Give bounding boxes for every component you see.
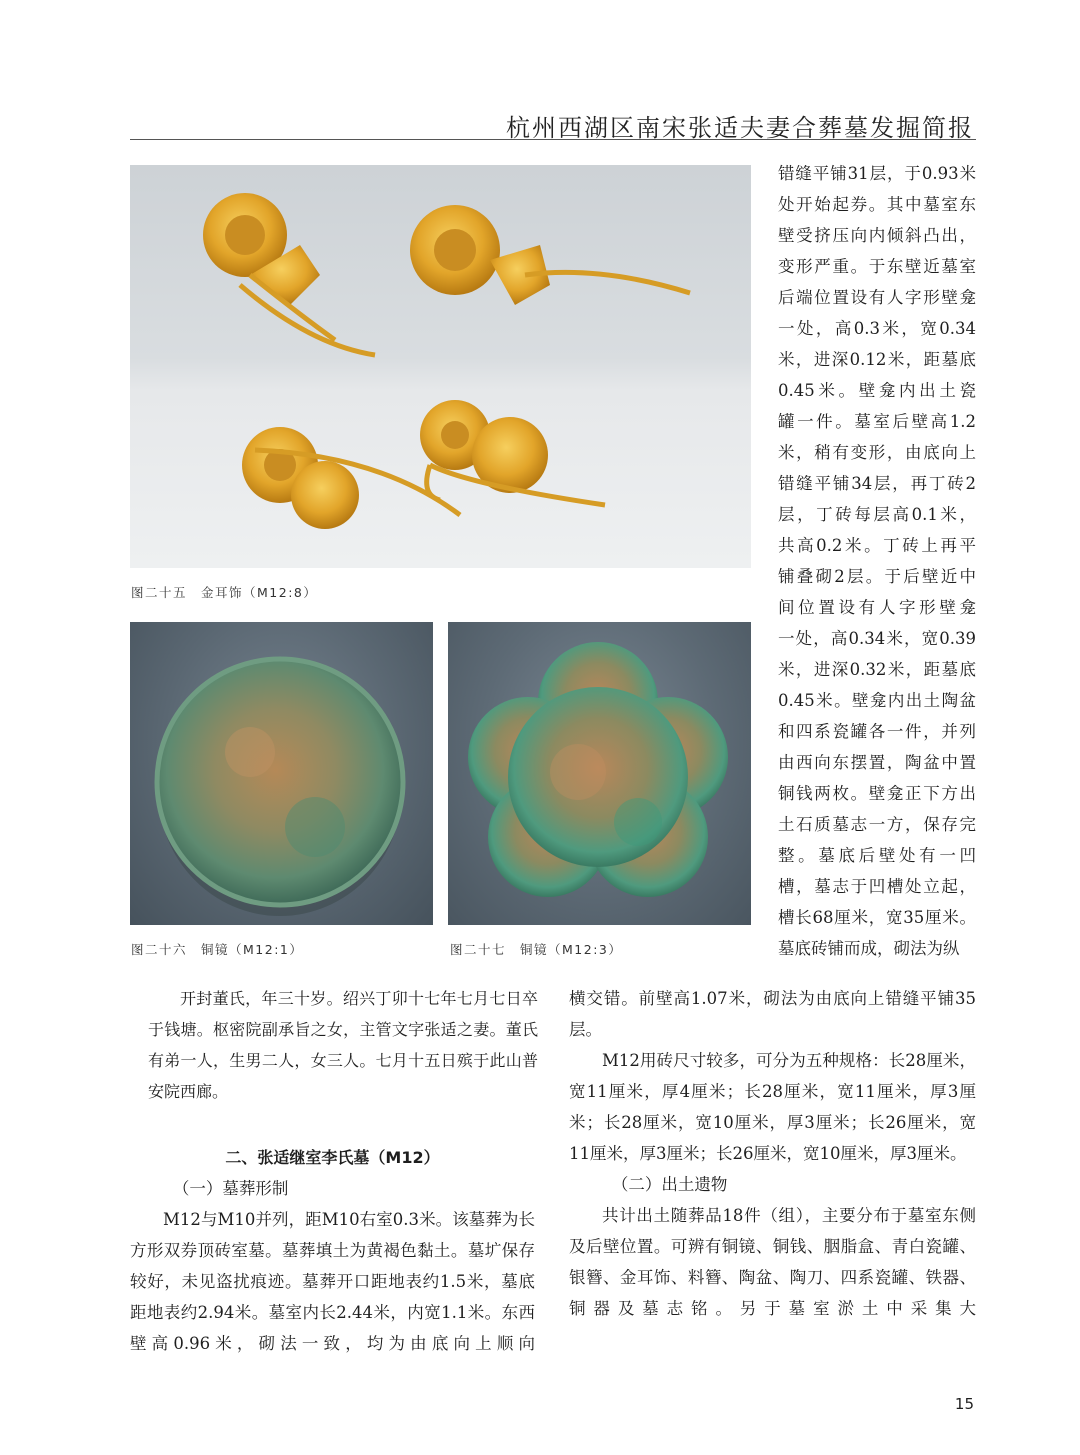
epitaph-text-block [148, 983, 538, 1107]
figure-27-bronze-mirror-photo [448, 622, 751, 925]
middle-text-column [569, 983, 976, 1324]
right-column-line: 0.45米。壁龛内出土陶盆 [778, 691, 976, 710]
tomb-structure-paragraph: M12与M10并列，距M10右室0.3米。该墓葬为长方形双券顶砖室墓。墓葬填土为黄褐色黏土。墓圹保存较好，未见盗扰痕迹。墓葬开口距地表约1.5米，墓底距地表约2.94米。墓室内长2.44米，内宽1.1米。东西壁高0.96米，砌法一致，均为由底向上顺向 [130, 1210, 535, 1353]
lobed-bronze-mirror-illustration [448, 622, 751, 925]
figure-26-bronze-mirror-photo [130, 622, 433, 925]
right-column-line: 共高0.2米。丁砖上再平 [778, 536, 976, 555]
figure-26-caption: 图二十六 铜镜（M12:1） [131, 942, 304, 957]
earring-top-right [410, 205, 690, 305]
right-column-line: 错缝平铺31层，于0.93米 [778, 164, 976, 183]
figure-25-caption: 图二十五 金耳饰（M12:8） [131, 585, 318, 600]
right-column-line: 米，稍有变形，由底向上 [778, 443, 976, 462]
right-column-line: 错缝平铺34层，再丁砖2 [778, 474, 976, 493]
right-text-column [778, 158, 976, 964]
right-column-line: 槽，墓志于凹槽处立起， [778, 877, 976, 896]
right-column-line: 米，进深0.32米，距墓底 [778, 660, 976, 679]
brick-sizes-paragraph: M12用砖尺寸较多，可分为五种规格：长28厘米，宽11厘米，厚4厘米；长28厘米，宽11厘米，厚3厘米；长28厘米，宽10厘米，厚3厘米；长26厘米，宽11厘米，厚3厘米；长26厘米，宽10厘米，厚3厘米。 [569, 1051, 976, 1163]
earring-bottom-right [420, 400, 605, 505]
right-column-line: 和四系瓷罐各一件，并列 [778, 722, 976, 741]
right-column-line: 一处，高0.3米，宽0.34 [778, 319, 976, 338]
right-column-line: 槽长68厘米，宽35厘米。 [778, 908, 976, 927]
continuation-paragraph: 横交错。前壁高1.07米，砌法为由底向上错缝平铺35层。 [569, 989, 976, 1039]
right-column-line: 层，丁砖每层高0.1米， [778, 505, 976, 524]
figure-25-gold-earrings-photo [130, 165, 751, 568]
gold-earrings-illustration [130, 165, 751, 568]
right-column-line: 间位置设有人字形壁龛 [778, 598, 976, 617]
section-title: 二、张适继室李氏墓（M12） [225, 1148, 440, 1167]
right-column-line: 墓底砖铺而成，砌法为纵 [778, 939, 960, 958]
right-column-line: 米，进深0.12米，距墓底 [778, 350, 976, 369]
right-column-line: 壁受挤压向内倾斜凸出， [778, 226, 976, 245]
right-column-line: 处开始起券。其中墓室东 [778, 195, 976, 214]
subhead-unearthed-relics: （二）出土遗物 [611, 1175, 728, 1194]
right-column-line: 后端位置设有人字形壁龛 [778, 288, 976, 307]
right-column-line: 0.45米。壁龛内出土瓷 [778, 381, 976, 400]
round-bronze-mirror-illustration [130, 622, 433, 925]
epitaph-paragraph: 开封董氏，年三十岁。绍兴丁卯十七年七月七日卒于钱塘。枢密院副承旨之女，主管文字张适之妻。董氏有弟一人，生男二人，女三人。七月十五日殡于此山普安院西廊。 [148, 989, 538, 1101]
earring-top-left [203, 193, 375, 355]
right-column-line: 整。墓底后壁处有一凹 [778, 846, 976, 865]
right-column-line: 变形严重。于东壁近墓室 [778, 257, 976, 276]
subhead-tomb-structure: （一）墓葬形制 [172, 1179, 289, 1198]
right-column-line: 铺叠砌2层。于后壁近中 [778, 567, 976, 586]
page-number: 15 [954, 1395, 974, 1413]
right-column-line: 罐一件。墓室后壁高1.2 [778, 412, 976, 431]
right-column-line: 一处，高0.34米，宽0.39 [778, 629, 976, 648]
right-column-line: 铜钱两枚。壁龛正下方出 [778, 784, 976, 803]
running-header-title: 杭州西湖区南宋张适夫妻合葬墓发掘简报 [506, 114, 974, 142]
relics-paragraph: 共计出土随葬品18件（组），主要分布于墓室东侧及后壁位置。可辨有铜镜、铜钱、胭脂盒、青白瓷罐、银簪、金耳饰、料簪、陶盆、陶刀、四系瓷罐、铁器、铜器及墓志铭。另于墓室淤土中采集大 [569, 1206, 976, 1318]
header-rule [130, 139, 976, 140]
right-column-line: 土石质墓志一方，保存完 [778, 815, 976, 834]
right-column-line: 由西向东摆置，陶盆中置 [778, 753, 976, 772]
left-text-column [130, 1142, 535, 1359]
figure-27-caption: 图二十七 铜镜（M12:3） [450, 942, 623, 957]
